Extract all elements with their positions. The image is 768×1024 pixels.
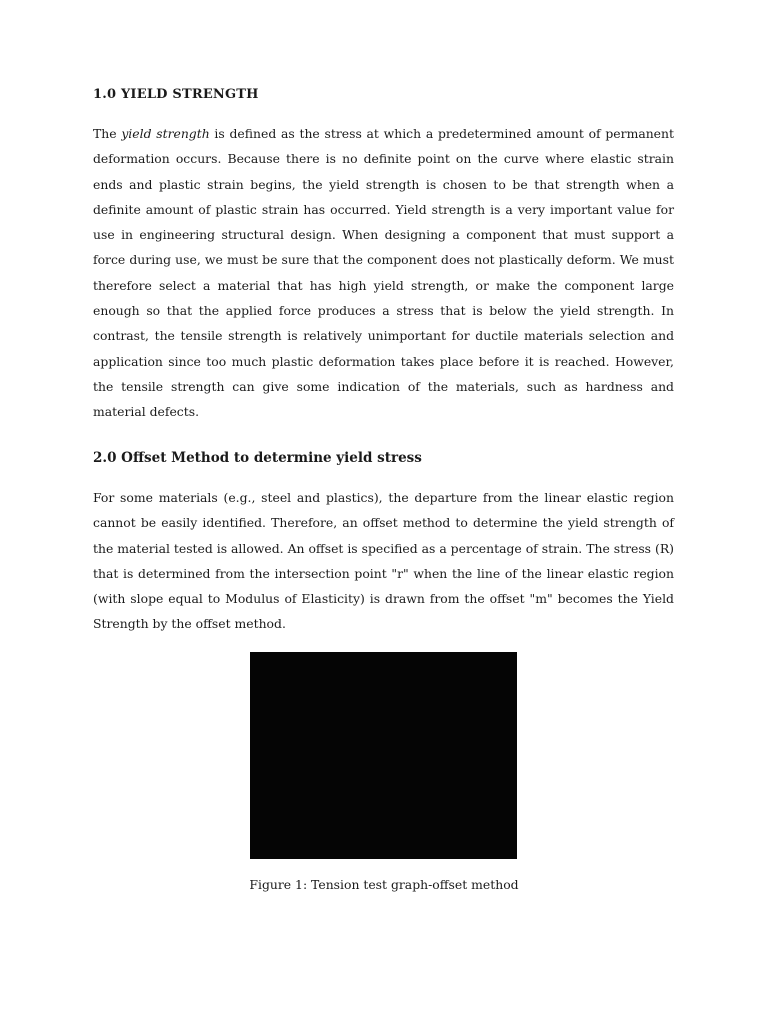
yield-strength-term: yield strength xyxy=(121,126,210,141)
figure-caption: Figure 1: Tension test graph-offset method xyxy=(249,877,519,892)
section-1-paragraph xyxy=(93,121,674,425)
section-2-paragraph: For some materials (e.g., steel and plastics), the departure from the linear elastic region cannot be easily identified. Therefore, an offset method to determine the yield strength of the material tested is allowed. An offset is specified as a percentage of strain. The stress (R) that is determined from the intersection point "r" when the line of the linear elastic region (with slope equal to Modulus of Elasticity) is drawn from the offset "m" becomes the Yield Strength by the offset method. xyxy=(93,490,674,632)
section-1-heading: 1.0 YIELD STRENGTH xyxy=(93,87,259,102)
section-2-heading: 2.0 Offset Method to determine yield stress xyxy=(93,450,422,466)
paragraph-intro: The xyxy=(93,126,122,141)
paragraph-body: is defined as the stress at which a predetermined amount of permanent deformation occurs. Because there is no definite point on the curve where elastic strain ends and plastic strain begins, the yield strength is chosen to be that strength when a definite amount of plastic strain has occurred. Yield strength is a very important value for use in engineering structural design. When designing a component that must support a force during use, we must be sure that the component does not plastically deform. We must therefore select a material that has high yield strength, or make the component large enough so that the applied force produces a stress that is below the yield strength. In contrast, the tensile strength is relatively unimportant for ductile materials selection and application since too much plastic deformation takes place before it is reached. However, the tensile strength can give some indication of the materials, such as hardness and material defects. xyxy=(93,126,674,420)
tension-test-figure-image xyxy=(250,652,517,859)
